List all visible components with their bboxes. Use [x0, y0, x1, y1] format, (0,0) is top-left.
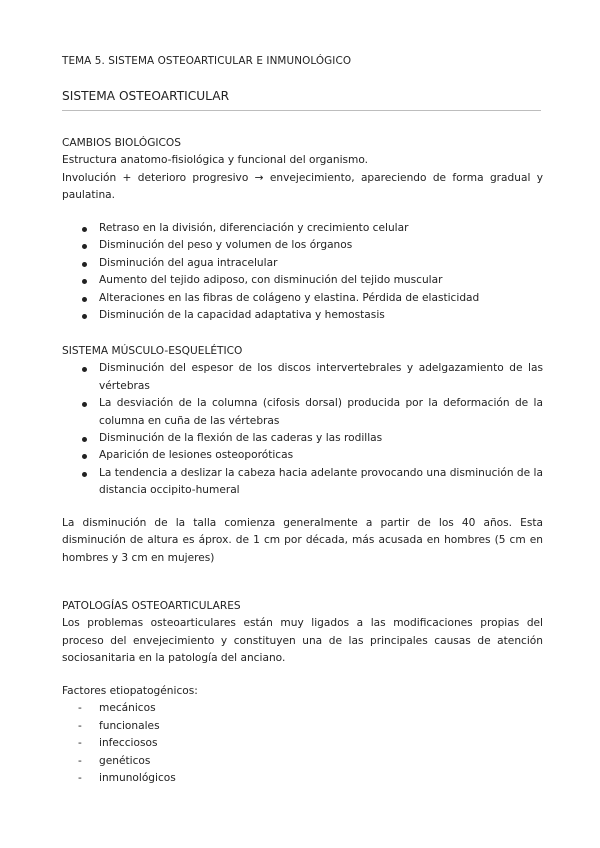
factores-list: [62, 700, 543, 787]
cambios-line-2: Involución + deterioro progresivo → envejecimiento, apareciendo de forma gradual y paulatina.: [62, 171, 543, 202]
cambios-line-1: Estructura anatomo-fisiológica y funcional del organismo.: [62, 154, 369, 167]
list-item: Retraso en la división, diferenciación y crecimiento celular: [62, 220, 543, 237]
list-item: Disminución de la capacidad adaptativa y hemostasis: [62, 307, 543, 324]
list-item: La tendencia a deslizar la cabeza hacia adelante provocando una disminución de la distancia occipito-humeral: [62, 465, 543, 500]
factores-section: [62, 683, 543, 787]
list-item: La desviación de la columna (cifosis dorsal) producida por la deformación de la columna en cuña de las vértebras: [62, 395, 543, 430]
list-item: - genéticos: [62, 753, 543, 770]
musculo-heading: SISTEMA MÚSCULO-ESQUELÉTICO: [62, 345, 243, 357]
cambios-list-container: [62, 220, 543, 324]
cambios-heading: CAMBIOS BIOLÓGICOS: [62, 137, 181, 149]
talla-paragraph: La disminución de la talla comienza generalmente a partir de los 40 años. Esta disminución de altura es áprox. de 1 cm por década, más acusada en hombres (5 cm en hombres y 3 cm en mujeres): [62, 517, 543, 564]
list-item: - mecánicos: [62, 700, 543, 717]
cambios-biologicos-section: [62, 135, 543, 205]
cambios-list: [62, 220, 543, 324]
list-item: Disminución del agua intracelular: [62, 255, 543, 272]
factores-label: Factores etiopatogénicos:: [62, 685, 198, 697]
section-title: SISTEMA OSTEOARTICULAR: [62, 89, 230, 103]
patologias-heading: PATOLOGÍAS OSTEOARTICULARES: [62, 600, 241, 612]
list-item: - infecciosos: [62, 735, 543, 752]
list-item: Disminución del peso y volumen de los órganos: [62, 237, 543, 254]
section-divider: [62, 110, 541, 111]
musculo-list: [62, 360, 543, 499]
document-title: TEMA 5. SISTEMA OSTEOARTICULAR E INMUNOLÓGICO: [62, 55, 352, 67]
patologias-section: [62, 598, 543, 668]
list-item: Aparición de lesiones osteoporóticas: [62, 447, 543, 464]
list-item: Disminución de la flexión de las caderas y las rodillas: [62, 430, 543, 447]
list-item: - inmunológicos: [62, 770, 543, 787]
list-item: Alteraciones en las fibras de colágeno y elastina. Pérdida de elasticidad: [62, 290, 543, 307]
list-item: Aumento del tejido adiposo, con disminución del tejido muscular: [62, 272, 543, 289]
list-item: - funcionales: [62, 718, 543, 735]
list-item: Disminución del espesor de los discos intervertebrales y adelgazamiento de las vértebras: [62, 360, 543, 395]
musculo-section: [62, 343, 543, 500]
patologias-paragraph: Los problemas osteoarticulares están muy ligados a las modificaciones propias del proceso del envejecimiento y constituyen una de las principales causas de atención sociosanitaria en la patología del anciano.: [62, 617, 543, 665]
